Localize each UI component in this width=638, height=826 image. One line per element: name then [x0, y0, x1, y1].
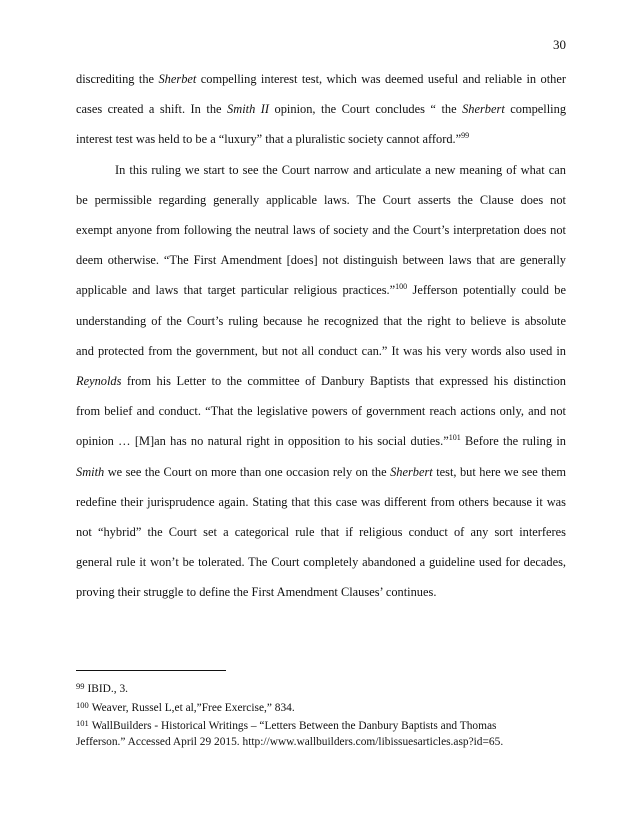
footnote-ref: 100 [395, 282, 408, 292]
text-run: applicable and laws that target particular religious practices.” [76, 283, 396, 298]
text-run: be permissible regarding generally applicable laws. The Court asserts the Clause does not [76, 192, 566, 207]
text-line [76, 94, 566, 124]
footnote-number: 100 [76, 699, 89, 710]
body-text [76, 64, 566, 608]
text-run: from belief and conduct. “That the legislative powers of government reach actions only, and not [76, 404, 566, 419]
text-line [76, 185, 566, 215]
footnote-text: WallBuilders - Historical Writings – “Letters Between the Danbury Baptists and Thomas [91, 720, 497, 733]
text-run: compelling interest test, which was deemed useful and reliable in other [196, 72, 566, 86]
footnote-ref: 101 [448, 433, 461, 443]
text-line [76, 275, 566, 305]
text-line [76, 396, 566, 426]
case-name: Smith II [227, 102, 270, 117]
text-run: In this ruling we start to see the Court narrow and articulate a new meaning of what can [115, 162, 566, 177]
text-line [76, 517, 566, 547]
text-run: interest test was held to be a “luxury” that a pluralistic society cannot afford.” [76, 132, 462, 147]
text-run: from his Letter to the committee of Danbury Baptists that expressed his distinction [121, 374, 566, 389]
text-run: Before the ruling in [460, 434, 566, 449]
text-line [76, 306, 566, 336]
case-name: Sherbert [462, 102, 505, 117]
text-run: redefine their jurisprudence again. Stating that this case was different from others because it was [76, 494, 566, 509]
footnote-text: IBID., 3. [87, 683, 128, 695]
text-run: test, but here we see them [432, 464, 566, 479]
text-line [76, 366, 566, 396]
text-run: we see the Court on more than one occasion rely on the [104, 464, 391, 479]
text-line [76, 215, 566, 245]
text-line [76, 64, 566, 94]
footnotes [76, 679, 556, 750]
text-run: compelling [504, 102, 567, 117]
text-run: deem otherwise. “The First Amendment [does] not distinguish between laws that are generally [76, 253, 566, 268]
footnote [76, 698, 556, 717]
text-run: not “hybrid” the Court set a categorical rule that if religious conduct of any sort interferes [76, 525, 566, 540]
footnote [76, 679, 556, 698]
text-line [76, 547, 566, 577]
footnote-number: 101 [76, 718, 89, 729]
text-run: Jefferson potentially could be [407, 283, 567, 298]
footnote-divider [76, 670, 226, 671]
text-run: and protected from the government, but not all conduct can.” It was his very words also used in [76, 343, 566, 358]
footnote-ref: 99 [461, 131, 470, 141]
footnote-number: 99 [76, 681, 85, 691]
text-run: opinion, the Court concludes “ the [269, 102, 463, 117]
text-run: general rule it won’t be tolerated. The Court completely abandoned a guideline used for decades, [76, 555, 566, 570]
case-name: Sherbet [158, 72, 197, 86]
page-number: 30 [553, 37, 566, 52]
text-line [76, 336, 566, 366]
text-run: understanding of the Court’s ruling because he recognized that the right to believe is absolute [76, 313, 566, 328]
case-name: Reynolds [76, 374, 122, 389]
text-run: opinion … [M]an has no natural right in opposition to his social duties.” [76, 434, 449, 449]
text-run: cases created a shift. In the [76, 102, 228, 117]
text-line [76, 577, 566, 607]
text-run: discrediting the [76, 72, 159, 86]
text-run: exempt anyone from following the neutral laws of society and the Court’s interpretation does not [76, 223, 566, 238]
case-name: Smith [76, 464, 105, 479]
text-line [76, 124, 566, 154]
footnote [76, 716, 556, 735]
text-line [76, 245, 566, 275]
text-line [76, 426, 566, 456]
text-line [76, 457, 566, 487]
text-run: proving their struggle to define the First Amendment Clauses’ continues. [76, 585, 437, 600]
text-line [76, 155, 566, 185]
case-name: Sherbert [390, 464, 433, 479]
footnote-text: Jefferson.” Accessed April 29 2015. http://www.wallbuilders.com/libissuesarticles.asp?id=65. [76, 735, 504, 748]
footnote-text: Weaver, Russel L,et al,”Free Exercise,” 834. [91, 701, 295, 714]
text-line [76, 487, 566, 517]
footnote-continuation [76, 735, 556, 751]
